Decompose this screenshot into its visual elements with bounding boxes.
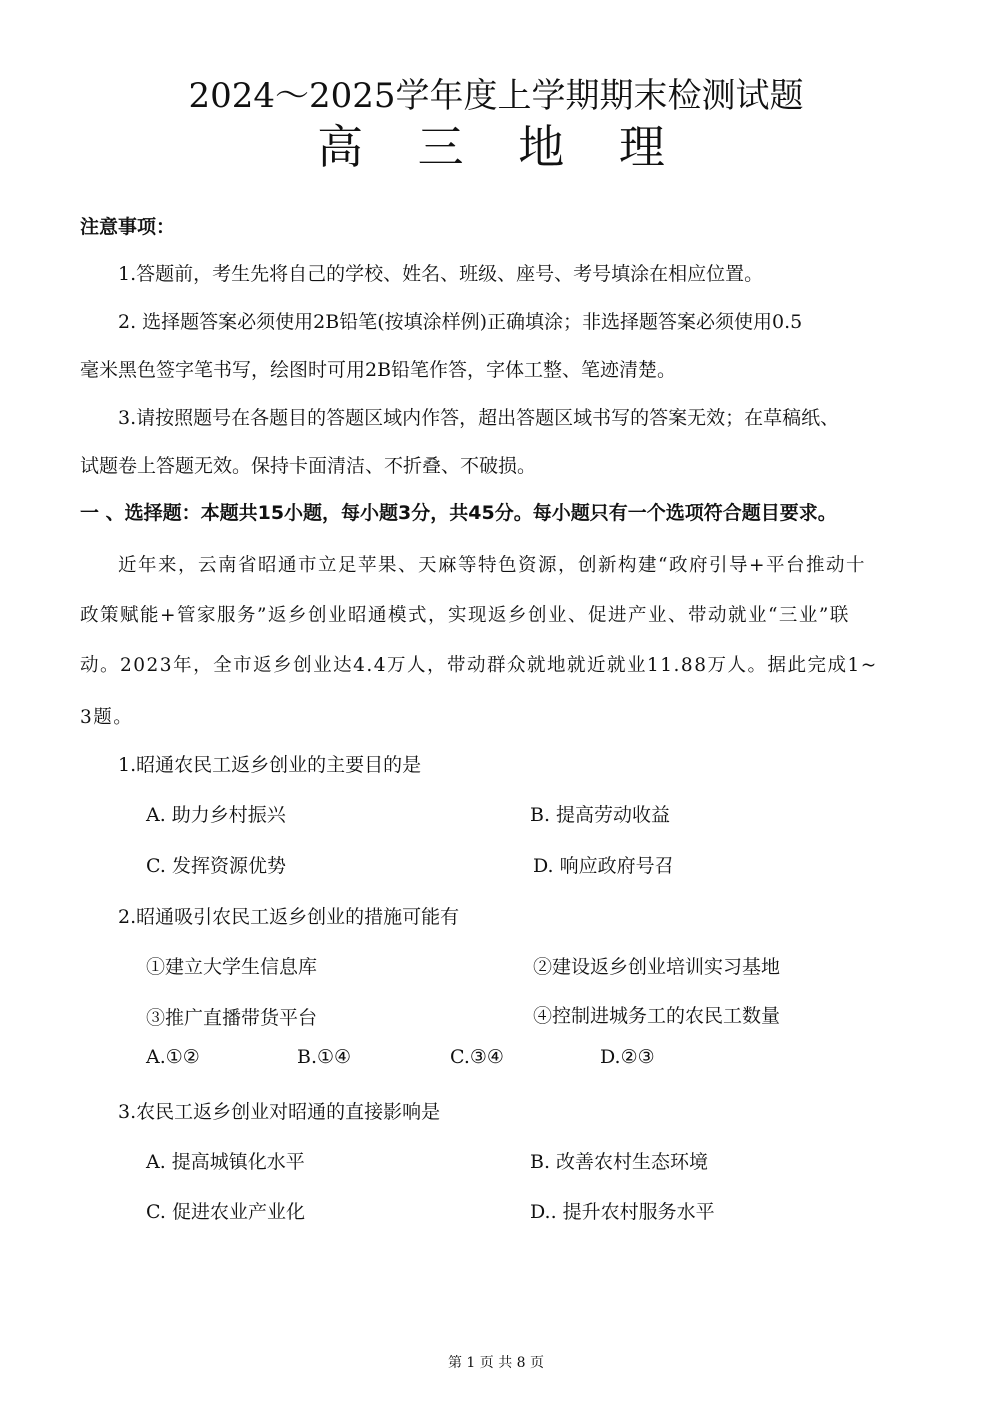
question-3-stem: 3.农民工返乡创业对昭通的直接影响是 bbox=[118, 1101, 441, 1123]
notice-item-3-line-2: 试题卷上答题无效。保持卡面清洁、不折叠、不破损。 bbox=[80, 455, 537, 477]
question-2-stem: 2.昭通吸引农民工返乡创业的措施可能有 bbox=[118, 906, 460, 928]
question-2-option-d: D.②③ bbox=[600, 1046, 655, 1068]
question-2-statement-1: ①建立大学生信息库 bbox=[146, 956, 318, 978]
question-2-statement-3: ③推广直播带货平台 bbox=[146, 1007, 318, 1029]
question-2-option-c: C.③④ bbox=[450, 1046, 504, 1068]
question-1-option-a: A. 助力乡村振兴 bbox=[146, 804, 286, 826]
question-2-statement-4: ④控制进城务工的农民工数量 bbox=[533, 1005, 781, 1027]
question-2-statement-2: ②建设返乡创业培训实习基地 bbox=[533, 956, 781, 978]
question-2-option-b: B.①④ bbox=[297, 1046, 352, 1068]
section-heading: 一 、选择题：本题共15小题，每小题3分，共45分。每小题只有一个选项符合题目要求。 bbox=[80, 502, 837, 524]
material-line-3: 动。2023年，全市返乡创业达4.4万人，带动群众就地就近就业11.88万人。据此完成1~ bbox=[80, 655, 878, 676]
question-3-option-d: D.. 提升农村服务水平 bbox=[530, 1201, 715, 1223]
notice-item-2-line-1: 2. 选择题答案必须使用2B铅笔(按填涂样例)正确填涂；非选择题答案必须使用0.5 bbox=[118, 311, 803, 333]
page-number: 第 1 页 共 8 页 bbox=[447, 1355, 545, 1371]
question-1-option-b: B. 提高劳动收益 bbox=[530, 804, 671, 826]
question-3-option-a: A. 提高城镇化水平 bbox=[146, 1151, 305, 1173]
question-2-option-a: A.①② bbox=[146, 1046, 200, 1068]
question-3-option-b: B. 改善农村生态环境 bbox=[530, 1151, 709, 1173]
material-line-4: 3题。 bbox=[80, 707, 134, 728]
question-1-stem: 1.昭通农民工返乡创业的主要目的是 bbox=[118, 754, 422, 776]
question-1-option-d: D. 响应政府号召 bbox=[533, 855, 674, 877]
question-3-option-c: C. 促进农业产业化 bbox=[146, 1201, 305, 1223]
notice-heading: 注意事项： bbox=[80, 216, 176, 238]
question-1-option-c: C. 发挥资源优势 bbox=[146, 855, 286, 877]
material-line-1: 近年来，云南省昭通市立足苹果、天麻等特色资源，创新构建“政府引导+平台推动十 bbox=[118, 555, 866, 576]
material-line-2: 政策赋能+管家服务”返乡创业昭通模式，实现返乡创业、促进产业、带动就业“三业”联 bbox=[80, 605, 850, 626]
exam-title: 2024～2025学年度上学期期末检测试题 bbox=[188, 76, 804, 116]
notice-item-2-line-2: 毫米黑色签字笔书写，绘图时可用2B铅笔作答，字体工整、笔迹清楚。 bbox=[80, 359, 677, 381]
notice-item-3-line-1: 3.请按照题号在各题目的答题区域内作答，超出答题区域书写的答案无效；在草稿纸、 bbox=[118, 407, 840, 429]
notice-item-1: 1.答题前，考生先将自己的学校、姓名、班级、座号、考号填涂在相应位置。 bbox=[118, 263, 764, 285]
subject-title: 高 三 地 理 bbox=[317, 120, 685, 174]
